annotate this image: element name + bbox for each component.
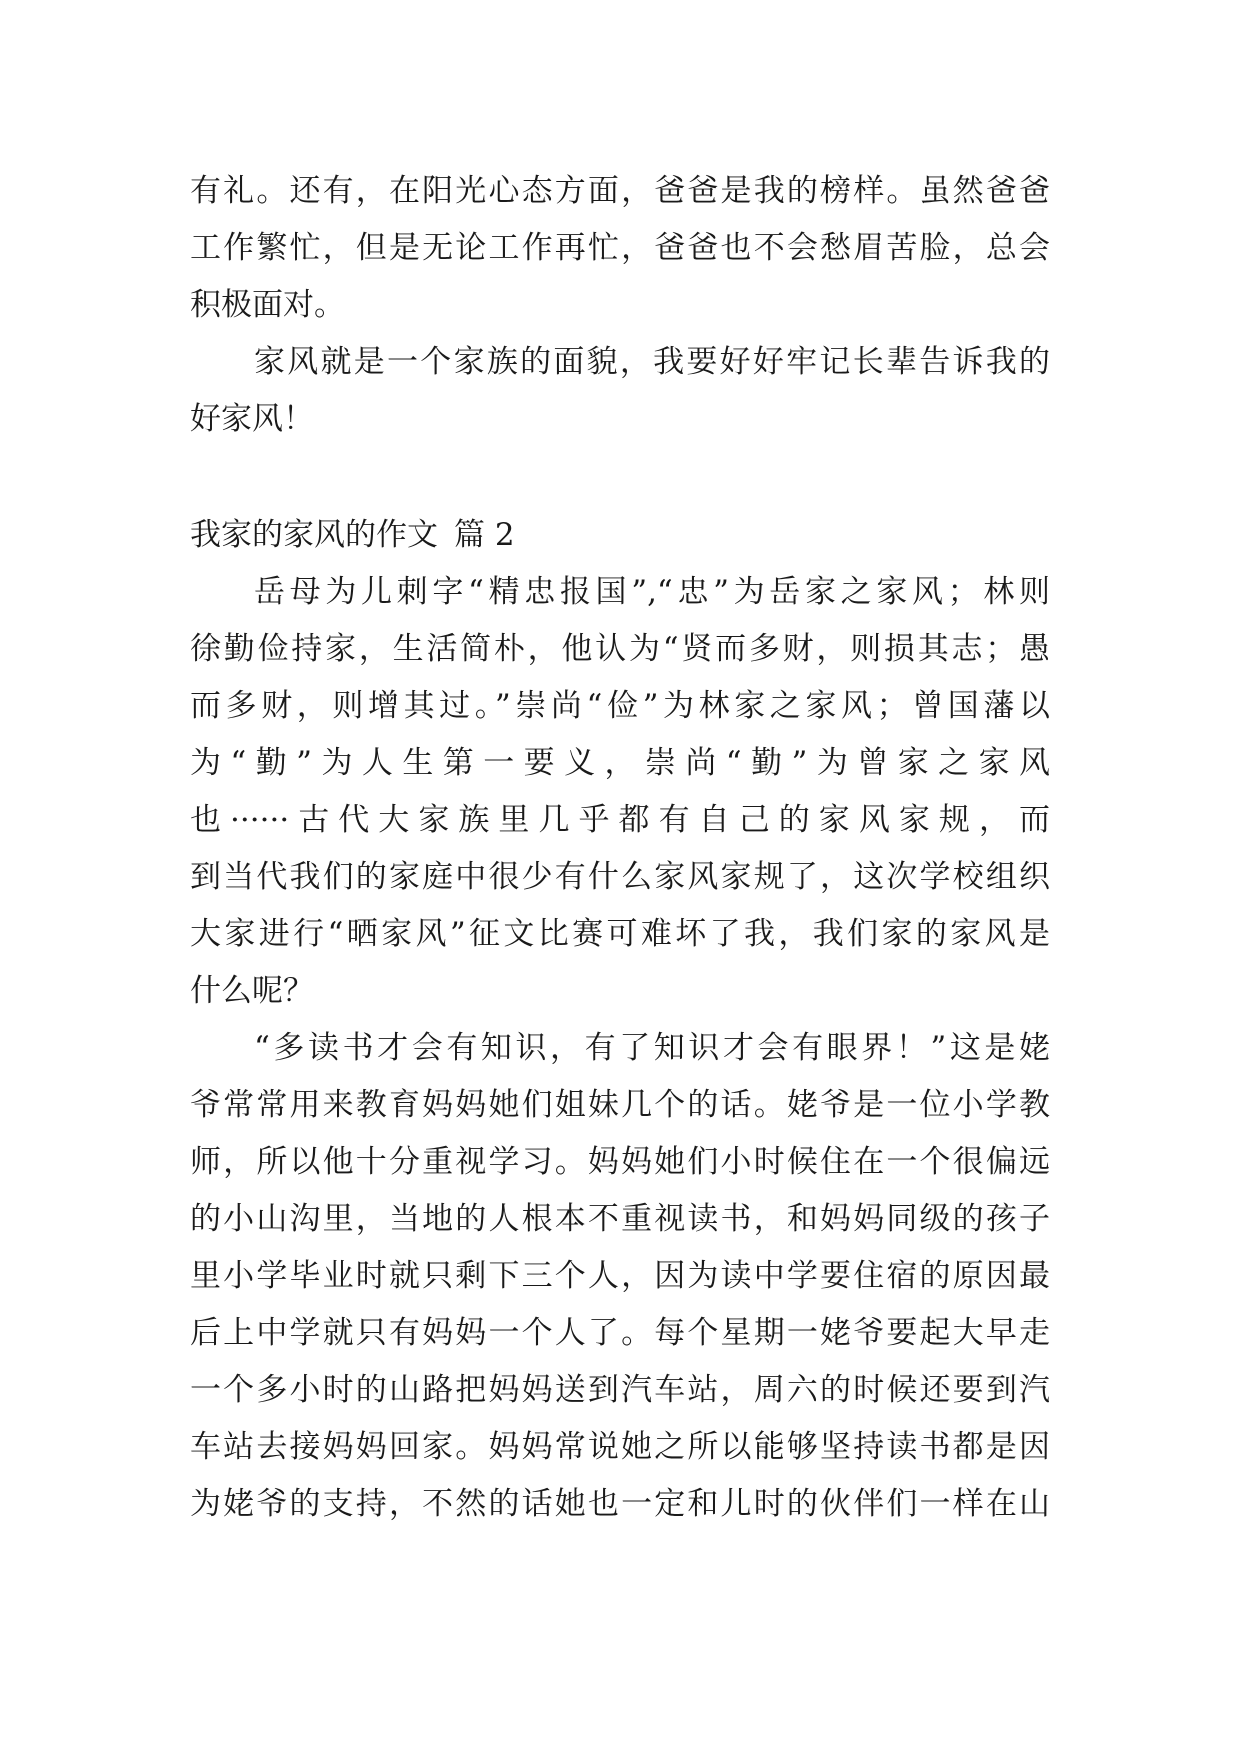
paragraph-4-line-9: 为姥爷的支持，不然的话她也一定和儿时的伙伴们一样在山 bbox=[190, 1486, 1050, 1522]
paragraph-3-line-2: 徐勤俭持家，生活简朴，他认为“贤而多财，则损其志；愚 bbox=[190, 631, 1050, 667]
paragraph-4-line-6: 后上中学就只有妈妈一个人了。每个星期一姥爷要起大早走 bbox=[190, 1315, 1050, 1351]
paragraph-3-line-5: 也······古代大家族里几乎都有自己的家风家规，而 bbox=[190, 802, 1050, 838]
paragraph-1-line-3: 积极面对。 bbox=[190, 287, 345, 323]
paragraph-4-line-1: “多读书才会有知识，有了知识才会有眼界！”这是姥 bbox=[254, 1030, 1050, 1066]
section-number: 篇 2 bbox=[454, 517, 515, 553]
paragraph-3-line-4: 为“勤”为人生第一要义，崇尚“勤”为曾家之家风 bbox=[190, 745, 1050, 781]
paragraph-3-line-6: 到当代我们的家庭中很少有什么家风家规了，这次学校组织 bbox=[190, 859, 1050, 895]
section-heading bbox=[190, 510, 515, 560]
paragraph-3-line-8: 什么呢？ bbox=[190, 973, 314, 1009]
paragraph-4-line-4: 的小山沟里，当地的人根本不重视读书，和妈妈同级的孩子 bbox=[190, 1201, 1050, 1237]
paragraph-3-line-1: 岳母为儿刺字“精忠报国”,“忠”为岳家之家风；林则 bbox=[254, 574, 1050, 610]
paragraph-4-line-8: 车站去接妈妈回家。妈妈常说她之所以能够坚持读书都是因 bbox=[190, 1429, 1050, 1465]
paragraph-2-line-2: 好家风！ bbox=[190, 401, 314, 437]
paragraph-4-line-5: 里小学毕业时就只剩下三个人，因为读中学要住宿的原因最 bbox=[190, 1258, 1050, 1294]
paragraph-1-line-1: 有礼。还有，在阳光心态方面，爸爸是我的榜样。虽然爸爸 bbox=[190, 173, 1050, 209]
section-title: 我家的家风的作文 bbox=[190, 517, 438, 553]
paragraph-4-line-7: 一个多小时的山路把妈妈送到汽车站，周六的时候还要到汽 bbox=[190, 1372, 1050, 1408]
paragraph-3-line-7: 大家进行“晒家风”征文比赛可难坏了我，我们家的家风是 bbox=[190, 916, 1050, 952]
paragraph-1-line-2: 工作繁忙，但是无论工作再忙，爸爸也不会愁眉苦脸，总会 bbox=[190, 230, 1050, 266]
paragraph-4-line-3: 师，所以他十分重视学习。妈妈她们小时候住在一个很偏远 bbox=[190, 1144, 1050, 1180]
paragraph-4-line-2: 爷常常用来教育妈妈她们姐妹几个的话。姥爷是一位小学教 bbox=[190, 1087, 1050, 1123]
paragraph-3-line-3: 而多财，则增其过。”崇尚“俭”为林家之家风；曾国藩以 bbox=[190, 688, 1050, 724]
paragraph-2-line-1: 家风就是一个家族的面貌，我要好好牢记长辈告诉我的 bbox=[254, 344, 1050, 380]
